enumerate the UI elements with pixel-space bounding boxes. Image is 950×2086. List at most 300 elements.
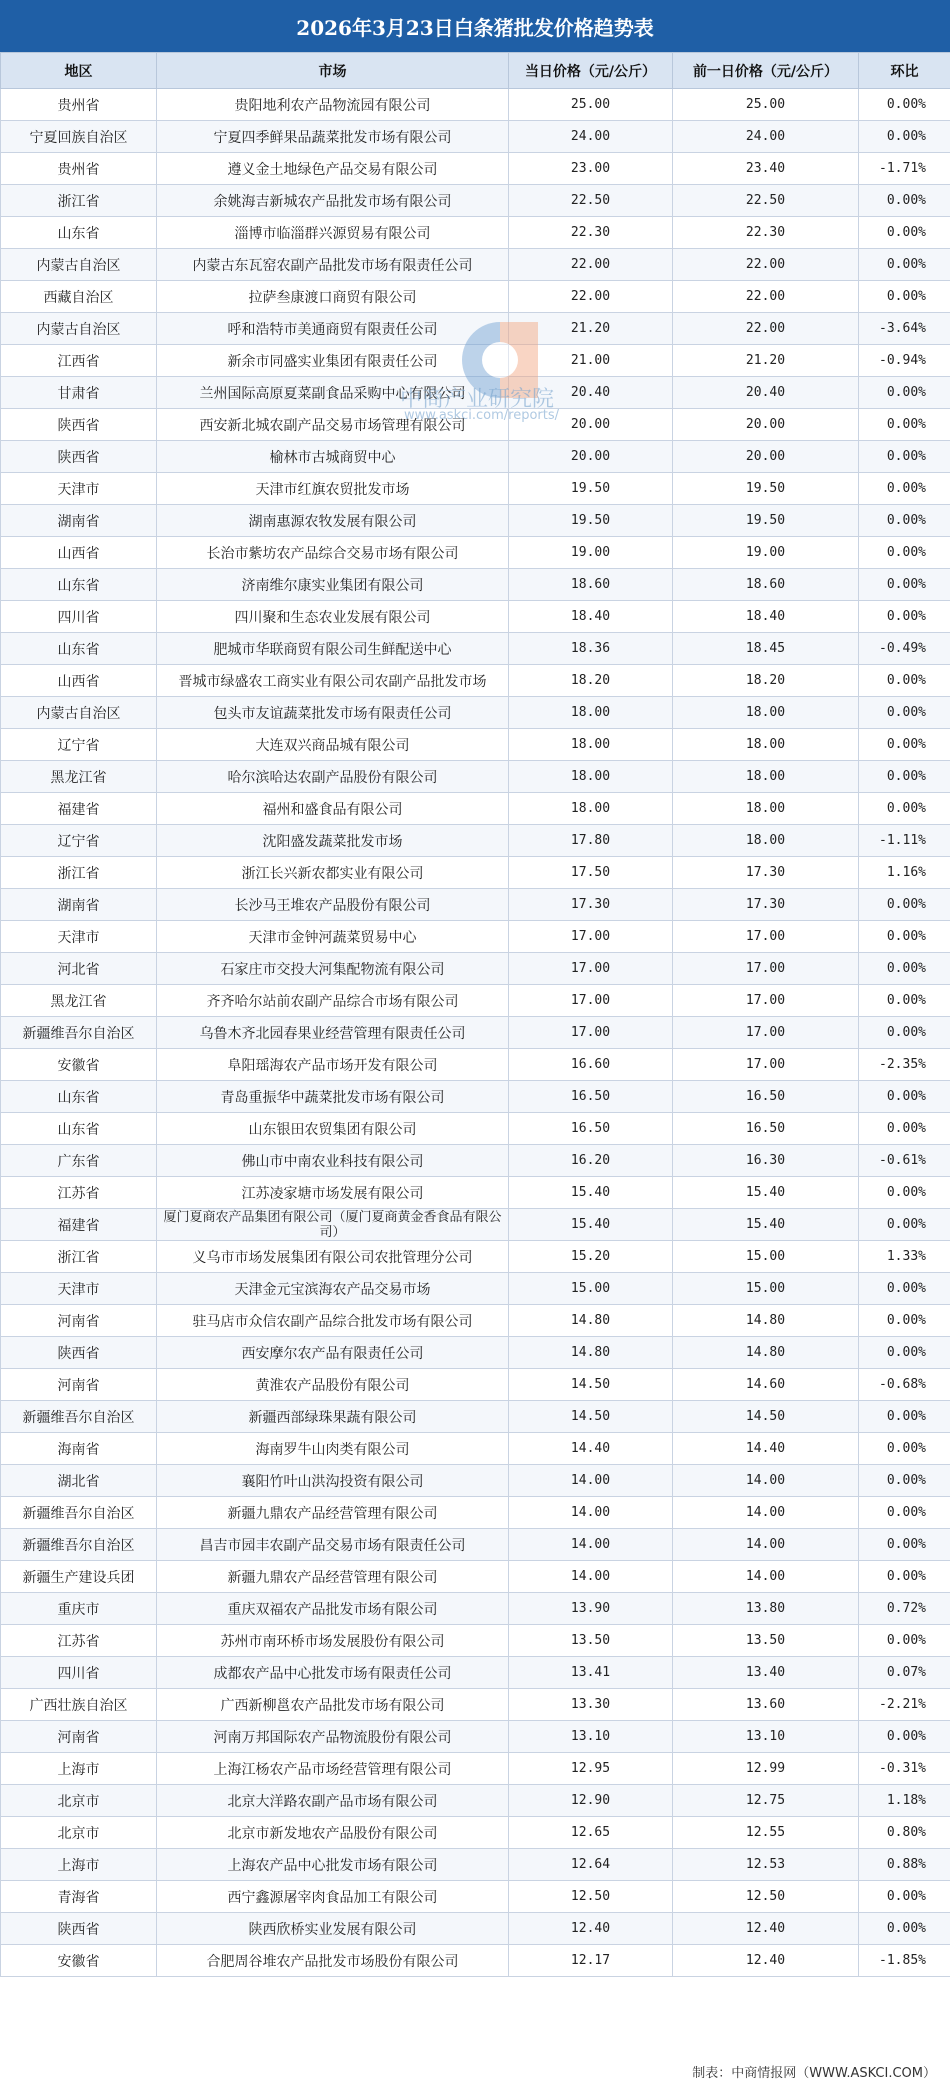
cell-price-prev: 14.80 [673,1305,859,1337]
table-row [1,1849,950,1881]
cell-region: 甘肃省 [1,377,157,409]
cell-region: 天津市 [1,921,157,953]
cell-market: 河南万邦国际农产品物流股份有限公司 [157,1721,509,1753]
table-row [1,1625,950,1657]
cell-region: 贵州省 [1,153,157,185]
cell-change: 0.00% [859,249,950,281]
table-row [1,569,950,601]
cell-price-prev: 17.30 [673,889,859,921]
cell-region: 黑龙江省 [1,985,157,1017]
cell-price-prev: 18.00 [673,825,859,857]
cell-price-prev: 18.00 [673,697,859,729]
cell-price-today: 14.40 [509,1433,673,1465]
table-row [1,1145,950,1177]
table-row [1,1049,950,1081]
cell-price-today: 15.20 [509,1241,673,1273]
cell-price-today: 17.00 [509,953,673,985]
cell-market: 合肥周谷堆农产品批发市场股份有限公司 [157,1945,509,1977]
cell-price-prev: 13.50 [673,1625,859,1657]
table-row [1,1369,950,1401]
cell-price-prev: 22.00 [673,313,859,345]
cell-region: 辽宁省 [1,729,157,761]
cell-price-today: 14.00 [509,1529,673,1561]
cell-price-prev: 20.00 [673,441,859,473]
cell-market: 长沙马王堆农产品股份有限公司 [157,889,509,921]
cell-price-prev: 22.00 [673,281,859,313]
cell-region: 山东省 [1,633,157,665]
cell-price-today: 14.00 [509,1497,673,1529]
cell-market: 湖南惠源农牧发展有限公司 [157,505,509,537]
cell-price-prev: 19.00 [673,537,859,569]
cell-price-today: 24.00 [509,121,673,153]
cell-market: 天津市红旗农贸批发市场 [157,473,509,505]
cell-price-prev: 20.40 [673,377,859,409]
cell-change: -2.21% [859,1689,950,1721]
table-row [1,185,950,217]
cell-price-today: 23.00 [509,153,673,185]
cell-price-prev: 12.40 [673,1945,859,1977]
header-change: 环比 [859,53,950,89]
cell-region: 陕西省 [1,409,157,441]
cell-price-prev: 18.00 [673,793,859,825]
cell-price-prev: 14.00 [673,1561,859,1593]
cell-market: 天津市金钟河蔬菜贸易中心 [157,921,509,953]
cell-change: 0.00% [859,1529,950,1561]
watermark-url: www.askci.com/reports/ [404,408,559,423]
cell-region: 山东省 [1,569,157,601]
table-row [1,1593,950,1625]
cell-price-today: 20.00 [509,409,673,441]
cell-price-prev: 22.00 [673,249,859,281]
cell-price-today: 12.64 [509,1849,673,1881]
cell-change: 0.00% [859,505,950,537]
table-row [1,537,950,569]
cell-price-today: 17.80 [509,825,673,857]
cell-region: 广西壮族自治区 [1,1689,157,1721]
cell-region: 河北省 [1,953,157,985]
table-row [1,1433,950,1465]
cell-price-today: 13.90 [509,1593,673,1625]
cell-price-prev: 17.00 [673,985,859,1017]
cell-region: 陕西省 [1,1337,157,1369]
cell-price-prev: 20.00 [673,409,859,441]
cell-change: 0.00% [859,569,950,601]
cell-price-prev: 17.00 [673,1017,859,1049]
table-row [1,409,950,441]
cell-price-today: 19.50 [509,473,673,505]
cell-region: 广东省 [1,1145,157,1177]
cell-market: 肥城市华联商贸有限公司生鲜配送中心 [157,633,509,665]
cell-market: 北京大洋路农副产品市场有限公司 [157,1785,509,1817]
table-row [1,729,950,761]
cell-market: 乌鲁木齐北园春果业经营管理有限责任公司 [157,1017,509,1049]
cell-price-today: 14.00 [509,1561,673,1593]
cell-region: 北京市 [1,1817,157,1849]
cell-market: 齐齐哈尔站前农副产品综合市场有限公司 [157,985,509,1017]
cell-change: 0.00% [859,281,950,313]
cell-region: 内蒙古自治区 [1,249,157,281]
cell-change: 0.00% [859,185,950,217]
cell-region: 新疆生产建设兵团 [1,1561,157,1593]
table-row [1,1881,950,1913]
cell-price-prev: 23.40 [673,153,859,185]
cell-market: 西安新北城农副产品交易市场管理有限公司 [157,409,509,441]
cell-price-today: 17.00 [509,1017,673,1049]
cell-market: 山东银田农贸集团有限公司 [157,1113,509,1145]
cell-change: 0.00% [859,89,950,121]
cell-price-prev: 16.50 [673,1081,859,1113]
cell-region: 新疆维吾尔自治区 [1,1497,157,1529]
cell-price-today: 17.50 [509,857,673,889]
cell-change: 1.16% [859,857,950,889]
cell-region: 福建省 [1,793,157,825]
cell-market: 天津金元宝滨海农产品交易市场 [157,1273,509,1305]
table-row [1,1305,950,1337]
header-market: 市场 [157,53,509,89]
cell-region: 新疆维吾尔自治区 [1,1401,157,1433]
table-row [1,1113,950,1145]
cell-price-today: 22.30 [509,217,673,249]
cell-market: 西宁鑫源屠宰肉食品加工有限公司 [157,1881,509,1913]
cell-price-prev: 12.50 [673,1881,859,1913]
cell-region: 湖北省 [1,1465,157,1497]
table-row [1,697,950,729]
cell-change: 1.33% [859,1241,950,1273]
table-row [1,665,950,697]
table-row [1,633,950,665]
cell-price-today: 12.17 [509,1945,673,1977]
cell-price-prev: 14.40 [673,1433,859,1465]
cell-market: 包头市友谊蔬菜批发市场有限责任公司 [157,697,509,729]
cell-change: 0.00% [859,921,950,953]
cell-change: -1.11% [859,825,950,857]
cell-change: 0.00% [859,377,950,409]
cell-change: 0.88% [859,1849,950,1881]
table-row [1,1785,950,1817]
cell-market: 兰州国际高原夏菜副食品采购中心有限公司 [157,377,509,409]
cell-region: 江苏省 [1,1177,157,1209]
table-row [1,1241,950,1273]
cell-market: 成都农产品中心批发市场有限责任公司 [157,1657,509,1689]
watermark-name: 中商产业研究院 [400,387,555,412]
cell-region: 陕西省 [1,1913,157,1945]
table-row [1,1177,950,1209]
cell-change: 0.00% [859,409,950,441]
cell-price-prev: 18.60 [673,569,859,601]
cell-price-prev: 14.50 [673,1401,859,1433]
cell-region: 山西省 [1,537,157,569]
cell-price-prev: 18.40 [673,601,859,633]
cell-price-prev: 16.30 [673,1145,859,1177]
cell-region: 贵州省 [1,89,157,121]
cell-change: -1.71% [859,153,950,185]
cell-change: 0.00% [859,1497,950,1529]
cell-region: 浙江省 [1,185,157,217]
cell-region: 浙江省 [1,857,157,889]
cell-price-prev: 13.80 [673,1593,859,1625]
cell-region: 新疆维吾尔自治区 [1,1529,157,1561]
cell-change: 0.00% [859,1113,950,1145]
cell-market: 厦门夏商农产品集团有限公司（厦门夏商黄金香食品有限公司） [157,1209,509,1241]
cell-price-today: 22.00 [509,249,673,281]
table-row [1,1465,950,1497]
cell-region: 内蒙古自治区 [1,313,157,345]
cell-change: 1.18% [859,1785,950,1817]
cell-market: 苏州市南环桥市场发展股份有限公司 [157,1625,509,1657]
cell-price-today: 12.90 [509,1785,673,1817]
cell-price-prev: 12.53 [673,1849,859,1881]
cell-price-prev: 15.40 [673,1177,859,1209]
cell-region: 上海市 [1,1753,157,1785]
cell-region: 四川省 [1,601,157,633]
cell-price-today: 18.20 [509,665,673,697]
table-row [1,313,950,345]
cell-market: 余姚海吉新城农产品批发市场有限公司 [157,185,509,217]
cell-price-prev: 12.99 [673,1753,859,1785]
cell-region: 河南省 [1,1721,157,1753]
cell-market: 沈阳盛发蔬菜批发市场 [157,825,509,857]
table-row [1,1273,950,1305]
header-price-prev: 前一日价格（元/公斤） [673,53,859,89]
cell-region: 海南省 [1,1433,157,1465]
cell-change: 0.00% [859,441,950,473]
cell-change: -0.49% [859,633,950,665]
cell-change: 0.00% [859,1273,950,1305]
table-row [1,505,950,537]
table-row [1,1337,950,1369]
cell-price-prev: 18.00 [673,761,859,793]
cell-change: 0.00% [859,1401,950,1433]
cell-market: 新余市同盛实业集团有限责任公司 [157,345,509,377]
cell-change: 0.00% [859,729,950,761]
table-row [1,1497,950,1529]
cell-price-today: 17.00 [509,921,673,953]
cell-price-today: 14.50 [509,1401,673,1433]
table-row [1,793,950,825]
cell-market: 宁夏四季鲜果品蔬菜批发市场有限公司 [157,121,509,153]
cell-market: 福州和盛食品有限公司 [157,793,509,825]
cell-region: 天津市 [1,473,157,505]
cell-region: 四川省 [1,1657,157,1689]
cell-change: 0.00% [859,1721,950,1753]
table-row [1,1657,950,1689]
cell-change: 0.00% [859,537,950,569]
cell-region: 天津市 [1,1273,157,1305]
cell-change: -2.35% [859,1049,950,1081]
cell-price-prev: 17.00 [673,921,859,953]
cell-region: 湖南省 [1,889,157,921]
cell-price-prev: 13.40 [673,1657,859,1689]
cell-price-prev: 12.75 [673,1785,859,1817]
cell-market: 济南维尔康实业集团有限公司 [157,569,509,601]
cell-market: 石家庄市交投大河集配物流有限公司 [157,953,509,985]
cell-market: 西安摩尔农产品有限责任公司 [157,1337,509,1369]
cell-change: 0.00% [859,1177,950,1209]
cell-price-prev: 18.45 [673,633,859,665]
cell-price-prev: 19.50 [673,473,859,505]
cell-change: 0.00% [859,1017,950,1049]
cell-price-today: 22.00 [509,281,673,313]
cell-market: 佛山市中南农业科技有限公司 [157,1145,509,1177]
cell-price-today: 14.50 [509,1369,673,1401]
cell-region: 青海省 [1,1881,157,1913]
cell-price-today: 14.80 [509,1337,673,1369]
cell-region: 陕西省 [1,441,157,473]
cell-change: 0.00% [859,1337,950,1369]
cell-price-today: 18.00 [509,697,673,729]
cell-market: 襄阳竹叶山洪沟投资有限公司 [157,1465,509,1497]
table-row [1,249,950,281]
cell-price-today: 20.40 [509,377,673,409]
table-row [1,1209,950,1241]
cell-price-today: 14.00 [509,1465,673,1497]
cell-price-prev: 21.20 [673,345,859,377]
cell-price-today: 22.50 [509,185,673,217]
table-row [1,1913,950,1945]
cell-change: 0.72% [859,1593,950,1625]
cell-market: 义乌市市场发展集团有限公司农批管理分公司 [157,1241,509,1273]
table-row [1,1817,950,1849]
cell-change: 0.00% [859,793,950,825]
table-row [1,825,950,857]
cell-price-today: 18.40 [509,601,673,633]
cell-market: 江苏凌家塘市场发展有限公司 [157,1177,509,1209]
cell-region: 上海市 [1,1849,157,1881]
cell-price-today: 16.50 [509,1081,673,1113]
table-row [1,153,950,185]
cell-price-today: 25.00 [509,89,673,121]
cell-change: 0.00% [859,665,950,697]
cell-change: 0.00% [859,985,950,1017]
cell-region: 宁夏回族自治区 [1,121,157,153]
cell-change: 0.00% [859,601,950,633]
cell-price-today: 12.65 [509,1817,673,1849]
cell-price-prev: 14.00 [673,1465,859,1497]
cell-price-prev: 14.00 [673,1529,859,1561]
cell-price-today: 15.00 [509,1273,673,1305]
table-row [1,473,950,505]
cell-region: 西藏自治区 [1,281,157,313]
table-row [1,953,950,985]
cell-price-today: 17.30 [509,889,673,921]
cell-price-today: 17.00 [509,985,673,1017]
cell-change: 0.00% [859,1209,950,1241]
cell-change: 0.00% [859,217,950,249]
cell-price-prev: 22.50 [673,185,859,217]
cell-change: 0.00% [859,473,950,505]
cell-market: 阜阳瑶海农产品市场开发有限公司 [157,1049,509,1081]
cell-market: 贵阳地利农产品物流园有限公司 [157,89,509,121]
cell-price-today: 13.41 [509,1657,673,1689]
cell-price-prev: 14.60 [673,1369,859,1401]
table-row [1,1945,950,1977]
cell-price-prev: 13.10 [673,1721,859,1753]
cell-change: 0.00% [859,889,950,921]
cell-region: 黑龙江省 [1,761,157,793]
table-row [1,89,950,121]
cell-price-prev: 17.00 [673,953,859,985]
cell-market: 内蒙古东瓦窑农副产品批发市场有限责任公司 [157,249,509,281]
cell-region: 河南省 [1,1305,157,1337]
cell-market: 呼和浩特市美通商贸有限责任公司 [157,313,509,345]
cell-market: 昌吉市园丰农副产品交易市场有限责任公司 [157,1529,509,1561]
cell-price-today: 18.00 [509,793,673,825]
cell-price-today: 16.50 [509,1113,673,1145]
table-row [1,985,950,1017]
cell-market: 浙江长兴新农都实业有限公司 [157,857,509,889]
cell-market: 新疆九鼎农产品经营管理有限公司 [157,1561,509,1593]
cell-market: 四川聚和生态农业发展有限公司 [157,601,509,633]
cell-market: 长治市紫坊农产品综合交易市场有限公司 [157,537,509,569]
cell-price-today: 12.50 [509,1881,673,1913]
cell-change: 0.00% [859,761,950,793]
cell-region: 安徽省 [1,1049,157,1081]
cell-market: 哈尔滨哈达农副产品股份有限公司 [157,761,509,793]
cell-price-today: 16.20 [509,1145,673,1177]
cell-region: 安徽省 [1,1945,157,1977]
table-row [1,1081,950,1113]
cell-change: 0.80% [859,1817,950,1849]
cell-region: 山东省 [1,217,157,249]
cell-change: -0.68% [859,1369,950,1401]
table-row [1,857,950,889]
table-row [1,281,950,313]
cell-price-prev: 25.00 [673,89,859,121]
cell-market: 海南罗牛山肉类有限公司 [157,1433,509,1465]
table-row [1,1561,950,1593]
table-row [1,921,950,953]
cell-price-today: 18.00 [509,729,673,761]
cell-price-prev: 12.40 [673,1913,859,1945]
cell-change: 0.00% [859,1625,950,1657]
table-title: 2026年3月23日白条猪批发价格趋势表 [0,0,950,52]
cell-price-prev: 14.80 [673,1337,859,1369]
table-body [1,89,950,1977]
cell-region: 江苏省 [1,1625,157,1657]
header-region: 地区 [1,53,157,89]
cell-market: 青岛重振华中蔬菜批发市场有限公司 [157,1081,509,1113]
table-row [1,1689,950,1721]
cell-market: 驻马店市众信农副产品综合批发市场有限公司 [157,1305,509,1337]
cell-market: 陕西欣桥实业发展有限公司 [157,1913,509,1945]
cell-region: 山东省 [1,1081,157,1113]
table-row [1,121,950,153]
cell-market: 上海江杨农产品市场经营管理有限公司 [157,1753,509,1785]
table-row [1,1721,950,1753]
cell-change: 0.00% [859,697,950,729]
table-row [1,345,950,377]
table-row [1,377,950,409]
cell-price-prev: 12.55 [673,1817,859,1849]
cell-price-prev: 16.50 [673,1113,859,1145]
table-row [1,1753,950,1785]
cell-price-prev: 24.00 [673,121,859,153]
table-row [1,1017,950,1049]
cell-price-prev: 17.30 [673,857,859,889]
cell-change: -1.85% [859,1945,950,1977]
cell-price-today: 15.40 [509,1177,673,1209]
cell-price-today: 12.40 [509,1913,673,1945]
cell-price-prev: 15.40 [673,1209,859,1241]
cell-price-prev: 22.30 [673,217,859,249]
price-table [0,52,950,1977]
cell-change: 0.00% [859,121,950,153]
cell-region: 福建省 [1,1209,157,1241]
cell-region: 山东省 [1,1113,157,1145]
cell-region: 山西省 [1,665,157,697]
cell-market: 新疆九鼎农产品经营管理有限公司 [157,1497,509,1529]
cell-region: 辽宁省 [1,825,157,857]
